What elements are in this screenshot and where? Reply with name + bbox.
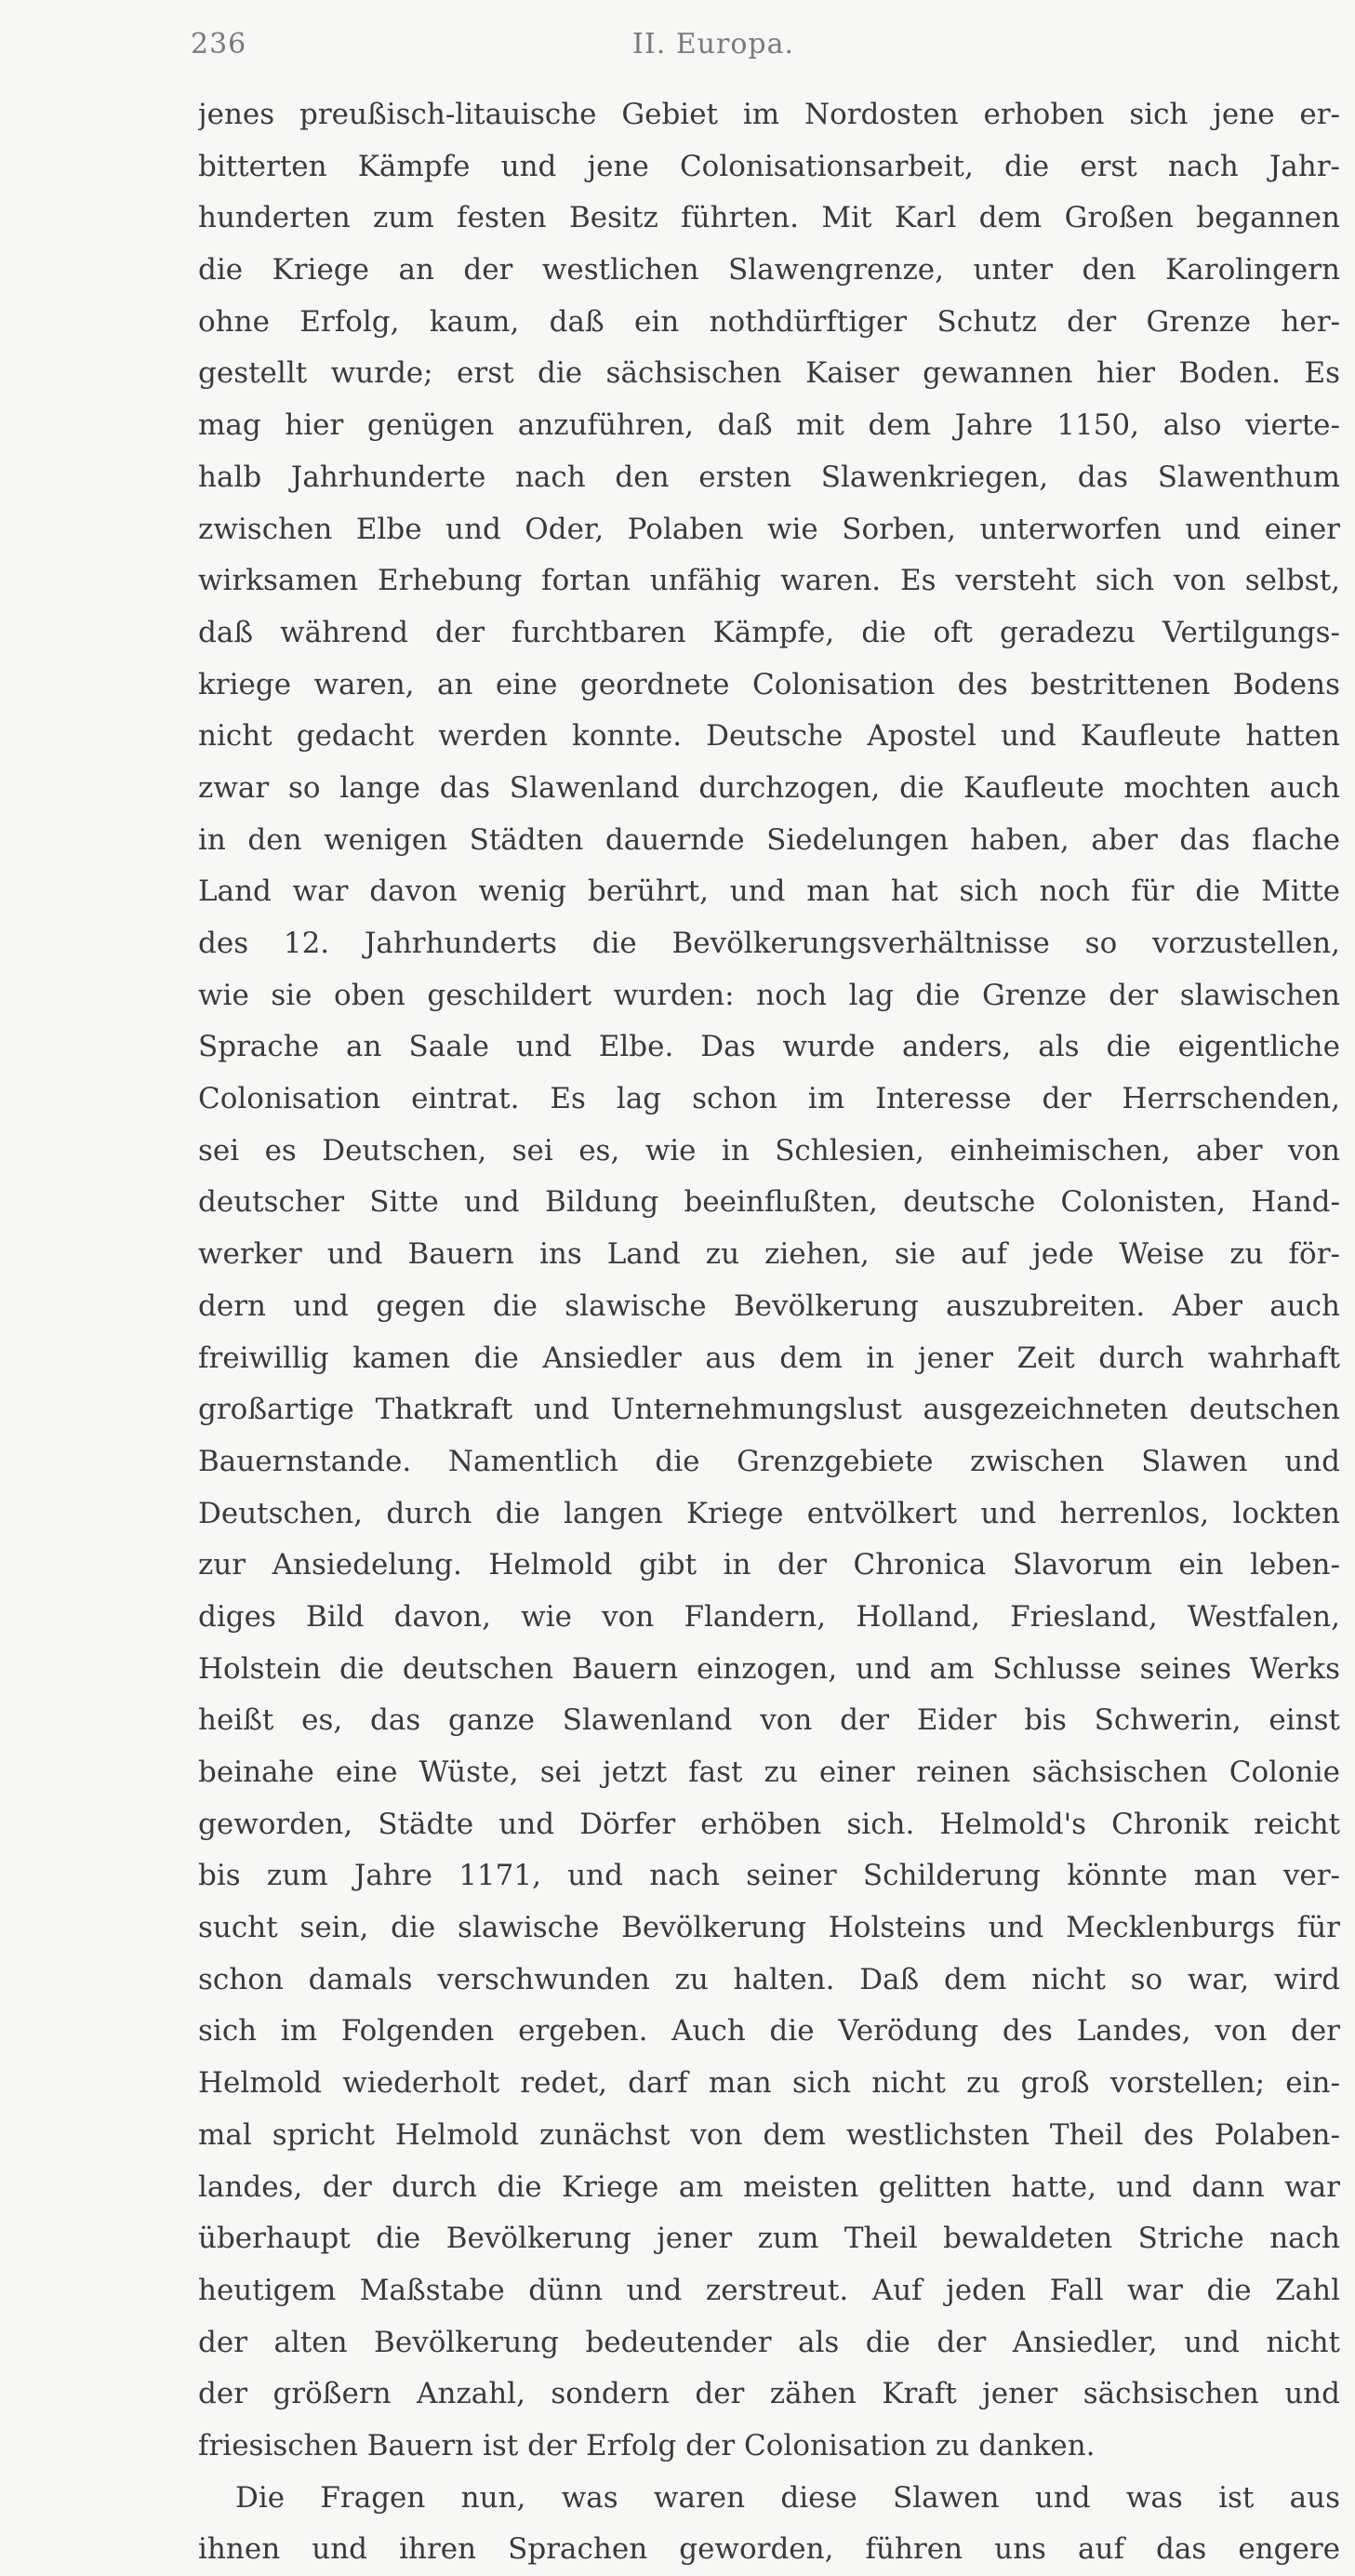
text-line: großartige Thatkraft und Unternehmungslust ausgezeichneten deutschen bbox=[198, 1393, 1340, 1427]
text-line: werker und Bauern ins Land zu ziehen, sie auf jede Weise zu för- bbox=[198, 1237, 1340, 1272]
text-line: der alten Bevölkerung bedeutender als die der Ansiedler, und nicht bbox=[198, 2325, 1340, 2359]
text-line: heißt es, das ganze Slawenland von der Eider bis Schwerin, einst bbox=[198, 1703, 1340, 1738]
text-line: landes, der durch die Kriege am meisten gelitten hatte, und dann war bbox=[198, 2169, 1340, 2204]
text-line: Land war davon wenig berührt, und man hat sich noch für die Mitte bbox=[198, 874, 1340, 909]
text-line: in den wenigen Städten dauernde Siedelungen haben, aber das flache bbox=[198, 822, 1340, 857]
text-line: schon damals verschwunden zu halten. Daß dem nicht so war, wird bbox=[198, 1962, 1340, 1996]
text-line: friesischen Bauern ist der Erfolg der Colonisation zu danken. bbox=[198, 2428, 1096, 2463]
text-line: Helmold wiederholt redet, darf man sich nicht zu groß vorstellen; ein- bbox=[198, 2066, 1340, 2101]
text-line: wie sie oben geschildert wurden: noch lag die Grenze der slawischen bbox=[198, 978, 1340, 1012]
text-line: nicht gedacht werden konnte. Deutsche Apostel und Kaufleute hatten bbox=[198, 719, 1340, 754]
text-line: beinahe eine Wüste, sei jetzt fast zu einer reinen sächsischen Colonie bbox=[198, 1755, 1340, 1789]
text-line: zwar so lange das Slawenland durchzogen, die Kaufleute mochten auch bbox=[198, 770, 1340, 805]
text-line: mag hier genügen anzuführen, daß mit dem Jahre 1150, also vierte- bbox=[198, 408, 1340, 443]
running-head bbox=[191, 28, 1335, 74]
text-line: zwischen Elbe und Oder, Polaben wie Sorben, unterworfen und einer bbox=[198, 512, 1340, 546]
text-line: des 12. Jahrhunderts die Bevölkerungsverhältnisse so vorzustellen, bbox=[198, 927, 1340, 960]
text-line: heutigem Maßstabe dünn und zerstreut. Auf jeden Fall war die Zahl bbox=[198, 2273, 1340, 2307]
text-line: bitterten Kämpfe und jene Colonisationsarbeit, die erst nach Jahr- bbox=[198, 149, 1340, 183]
text-line: daß während der furchtbaren Kämpfe, die oft geradezu Vertilgungs- bbox=[198, 615, 1340, 649]
text-line: sucht sein, die slawische Bevölkerung Holsteins und Mecklenburgs für bbox=[198, 1911, 1340, 1945]
text-line: zur Ansiedelung. Helmold gibt in der Chronica Slavorum ein leben- bbox=[198, 1548, 1340, 1582]
text-line: gestellt wurde; erst die sächsischen Kaiser gewannen hier Boden. Es bbox=[198, 356, 1340, 391]
text-line: halb Jahrhunderte nach den ersten Slawenkriegen, das Slawenthum bbox=[198, 460, 1340, 494]
text-line: mal spricht Helmold zunächst von dem westlichsten Theil des Polaben- bbox=[198, 2117, 1340, 2152]
text-line: diges Bild davon, wie von Flandern, Holland, Friesland, Westfalen, bbox=[198, 1599, 1340, 1634]
text-line: der größern Anzahl, sondern der zähen Kraft jener sächsischen und bbox=[198, 2377, 1340, 2411]
text-line: deutscher Sitte und Bildung beeinflußten, deutsche Colonisten, Hand- bbox=[198, 1185, 1340, 1220]
text-line: Holstein die deutschen Bauern einzogen, und am Schlusse seines Werks bbox=[198, 1651, 1340, 1686]
text-line: die Kriege an der westlichen Slawengrenze, unter den Karolingern bbox=[198, 253, 1340, 287]
text-line: Colonisation eintrat. Es lag schon im Interesse der Herrschenden, bbox=[198, 1082, 1340, 1116]
text-line: überhaupt die Bevölkerung jener zum Theil bewaldeten Striche nach bbox=[198, 2222, 1340, 2256]
text-line: sei es Deutschen, sei es, wie in Schlesien, einheimischen, aber von bbox=[198, 1133, 1340, 1168]
text-line: kriege waren, an eine geordnete Colonisation des bestrittenen Bodens bbox=[198, 667, 1340, 701]
text-line: ihnen und ihren Sprachen geworden, führen uns auf das engere bbox=[198, 2532, 1340, 2567]
text-line: geworden, Städte und Dörfer erhöben sich. Helmold's Chronik reicht bbox=[198, 1807, 1340, 1841]
text-line: wirksamen Erhebung fortan unfähig waren. Es versteht sich von selbst, bbox=[198, 564, 1340, 598]
text-line: bis zum Jahre 1171, und nach seiner Schilderung könnte man ver- bbox=[198, 1859, 1340, 1893]
text-line: jenes preußisch-litauische Gebiet im Nordosten erhoben sich jene er- bbox=[198, 98, 1340, 131]
text-line: Bauernstande. Namentlich die Grenzgebiete zwischen Slawen und bbox=[198, 1444, 1340, 1478]
text-line: hunderten zum festen Besitz führten. Mit Karl dem Großen begannen bbox=[198, 201, 1340, 235]
section-title: II. Europa. bbox=[632, 28, 795, 60]
text-line: Die Fragen nun, was waren diese Slawen und was ist aus bbox=[235, 2480, 1340, 2515]
body-text bbox=[198, 89, 1340, 2576]
text-line: ohne Erfolg, kaum, daß ein nothdürftiger Schutz der Grenze her- bbox=[198, 304, 1340, 339]
text-line: dern und gegen die slawische Bevölkerung auszubreiten. Aber auch bbox=[198, 1288, 1340, 1323]
text-line: Sprache an Saale und Elbe. Das wurde anders, als die eigentliche bbox=[198, 1030, 1340, 1064]
page-number: 236 bbox=[191, 28, 247, 60]
text-line: Deutschen, durch die langen Kriege entvölkert und herrenlos, lockten bbox=[198, 1496, 1340, 1530]
text-line: freiwillig kamen die Ansiedler aus dem in jener Zeit durch wahrhaft bbox=[198, 1341, 1340, 1375]
text-line: sich im Folgenden ergeben. Auch die Verödung des Landes, von der bbox=[198, 2014, 1340, 2049]
